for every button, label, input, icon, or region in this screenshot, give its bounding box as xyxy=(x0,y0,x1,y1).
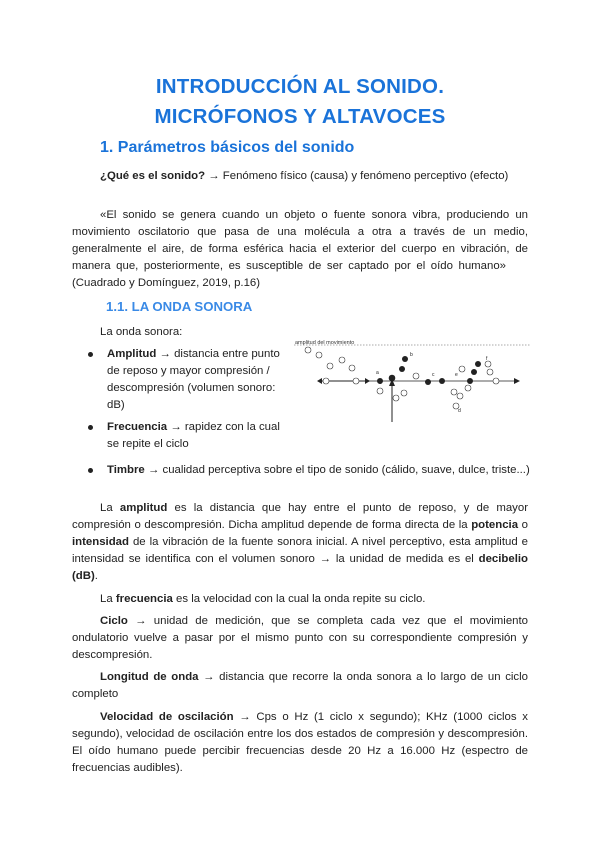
bullet-term: Amplitud xyxy=(107,348,157,360)
figure-arrow-left-head xyxy=(317,378,322,384)
bullet-frecuencia xyxy=(82,419,292,453)
section-heading-1-1: 1.1. LA ONDA SONORA xyxy=(106,299,253,314)
text-run: → distancia que recorre la onda sonora a lo largo de un ciclo completo xyxy=(72,671,528,700)
bold-run: Longitud de onda xyxy=(100,671,199,683)
bold-run: amplitud xyxy=(119,502,168,514)
question-text: → Fenómeno físico (causa) y fenómeno perceptivo (efecto) xyxy=(205,170,509,182)
text-run: → Cps o Hz (1 ciclo x segundo); KHz (1000 ciclos x segundo), velocidad de oscilación entre los dos estados de compresión y descompresión. El oído humano puede percibir frecuencias desde 20 Hz a 16.000 Hz (espectro de frecuencias audibles). xyxy=(72,711,528,774)
bold-run: decibelio (dB) xyxy=(72,553,528,582)
text-run: de la vibración de la fuente sonora inicial. A nivel perceptivo, esta amplitud e intensidad se identifica con el volumen sonoro → la unidad de medida es el xyxy=(72,536,528,565)
figure-letter-f: f xyxy=(486,356,488,362)
quote-text: «El sonido se genera cuando un objeto o fuente sonora vibra, produciendo un movimiento oscilatorio que pasa de una molécula a otra a través de un medio, generalmente el aire, de forma esférica hacia el exterior del cuerpo en vibración, de manera que, posteriormente, es susceptible de ser captado por el oído humano» xyxy=(72,209,528,272)
figure-particles xyxy=(305,347,499,409)
quote-paragraph xyxy=(72,207,528,292)
paragraph-amplitud xyxy=(72,500,528,585)
section-heading-1: 1. Parámetros básicos del sonido xyxy=(100,139,355,156)
bullet-text: → cualidad perceptiva sobre el tipo de sonido (cálido, suave, dulce, triste...) xyxy=(144,464,530,476)
text-run: es la velocidad con la cual la onda repite su ciclo. xyxy=(172,593,426,605)
paragraph-frecuencia xyxy=(72,591,528,608)
figure-letter-b: b xyxy=(410,352,413,358)
question-label: ¿Qué es el sonido? xyxy=(100,170,206,182)
bold-run: intensidad xyxy=(72,536,129,548)
figure-letter-c: c xyxy=(432,372,435,378)
wave-bullets xyxy=(82,346,292,453)
wave-bullets-wide xyxy=(82,462,532,479)
title-line-1: INTRODUCCIÓN AL SONIDO. xyxy=(155,75,445,98)
sound-wave-figure xyxy=(292,336,532,422)
bullet-text: → distancia entre punto de reposo y mayor compresión / descompresión (volumen sonoro: dB) xyxy=(107,348,280,411)
figure-axis-arrow xyxy=(514,378,520,384)
bold-run: potencia xyxy=(471,519,519,531)
figure-label: amplitud del movimiento xyxy=(295,340,355,346)
text-run: La xyxy=(100,502,120,514)
paragraph-longitud xyxy=(72,669,528,703)
text-run: o xyxy=(518,519,528,531)
text-run: . xyxy=(94,570,98,582)
title-line-2: MICRÓFONOS Y ALTAVOCES xyxy=(154,105,446,128)
figure-letter-a: a xyxy=(376,370,379,376)
paragraph-velocidad xyxy=(72,709,528,777)
bold-run: frecuencia xyxy=(115,593,173,605)
figure-arrow-right-head xyxy=(365,378,370,384)
text-run: es la distancia que hay entre el punto de reposo, y de mayor compresión o descompresión. Dicha amplitud depende de forma directa de la xyxy=(72,502,528,531)
bullet-term: Frecuencia xyxy=(107,421,168,433)
figure-letter-d: d xyxy=(458,408,461,414)
bullet-term: Timbre xyxy=(107,464,145,476)
wave-intro: La onda sonora: xyxy=(100,326,183,338)
text-run: La xyxy=(100,593,116,605)
text-run: → unidad de medición, que se completa cada vez que el movimiento ondulatorio vuelve a pasar por el mismo punto con su correspondiente compresión y descompresión. xyxy=(72,615,528,661)
document-title xyxy=(0,72,600,132)
bullet-amplitud xyxy=(82,346,292,414)
figure-letter-e: e xyxy=(455,372,458,378)
question-paragraph xyxy=(72,168,528,185)
bold-run: Ciclo xyxy=(100,615,128,627)
quote-citation: (Cuadrado y Domínguez, 2019, p.16) xyxy=(72,277,261,289)
paragraph-ciclo xyxy=(72,613,528,664)
bold-run: Velocidad de oscilación xyxy=(100,711,234,723)
bullet-timbre xyxy=(82,462,532,479)
bullet-text: → rapidez con la cual se repite el ciclo xyxy=(107,421,280,450)
